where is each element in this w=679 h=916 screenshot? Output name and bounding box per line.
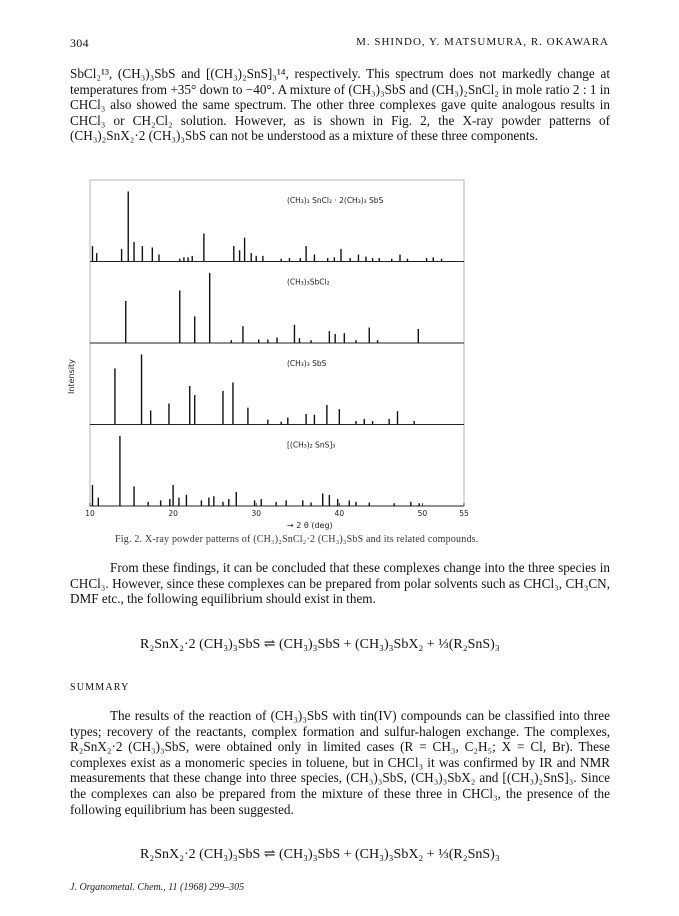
x-axis-label: → 2 θ (deg) [287,521,333,530]
x-tick-label: 10 [85,509,95,518]
xray-powder-figure [67,176,482,530]
x-tick-label: 30 [251,509,261,518]
panel-label: (CH₃)₂ SnCl₂ · 2(CH₃)₃ SbS [287,195,384,205]
paragraph-conclusion: From these findings, it can be concluded that these complexes change into the three species in CHCl₃. However, since these complexes can be prepared from polar solvents such as CHCl₃, CH₃CN, DMF etc., the following equilibrium should exist in them. [70,560,610,607]
running-head: M. SHINDO, Y. MATSUMURA, R. OKAWARA [356,36,609,48]
journal-footer: J. Organometal. Chem., 11 (1968) 299–305 [70,882,245,893]
x-tick-label: 50 [417,509,428,518]
summary-heading: SUMMARY [70,682,130,693]
y-axis-label: Intensity [67,359,76,394]
panel-label: (CH₃)₃SbCl₂ [287,277,330,287]
paragraph-continued: SbCl₂¹³, (CH₃)₃SbS and [(CH₃)₂SnS]₃¹⁴, respectively. This spectrum does not markedly change at temperatures from +35° down to −40°. A mixture of (CH₃)₃SbS and (CH₃)₂SnCl₂ in mole ratio 2 : 1 in CHCl₃ also showed the same spectrum. The other three complexes gave quite analogous results in CHCl₃ or CH₂Cl₂ solution. However, as is shown in Fig. 2, the X-ray powder patterns of (CH₃)₂SnX₂·2 (CH₃)₃SbS can not be understood as a mixture of these three components. [70,66,610,144]
x-tick-label: 40 [334,509,345,518]
equilibrium-equation-2: R₂SnX₂·2 (CH₃)₃SbS ⇌ (CH₃)₃SbS + (CH₃)₃SbX₂ + ⅓(R₂SnS)₃ [140,847,500,862]
equilibrium-equation-1: R₂SnX₂·2 (CH₃)₃SbS ⇌ (CH₃)₃SbS + (CH₃)₃SbX₂ + ⅓(R₂SnS)₃ [140,637,500,652]
figure-caption: Fig. 2. X-ray powder patterns of (CH₃)₂SnCl₂·2 (CH₃)₃SbS and its related compounds. [115,534,479,545]
page-number: 304 [70,36,89,50]
panel-label: [(CH₃)₂ SnS]₃ [287,440,336,450]
x-tick-label: 55 [459,509,469,518]
panel-label: (CH₃)₃ SbS [287,358,327,368]
x-tick-label: 20 [168,509,178,518]
summary-text: The results of the reaction of (CH₃)₃SbS with tin(IV) compounds can be classified into three types; recovery of the reactants, complex formation and sulfur-halogen exchange. The complexes, R₂SnX₂·2 (CH₃)₃SbS, were obtained only in limited cases (R = CH₃, C₂H₅; X = Cl, Br). These complexes exist as a monomeric species in toluene, but in CHCl₃ it was confirmed by IR and NMR measurements that these change into three species, (CH₃)₃SbS, (CH₃)₃SbX₂ and [(CH₃)₂SnS]₃. Since the complexes can also be prepared from the mixture of these three in CHCl₃, the presence of the following equilibrium has been suggested. [70,708,610,817]
